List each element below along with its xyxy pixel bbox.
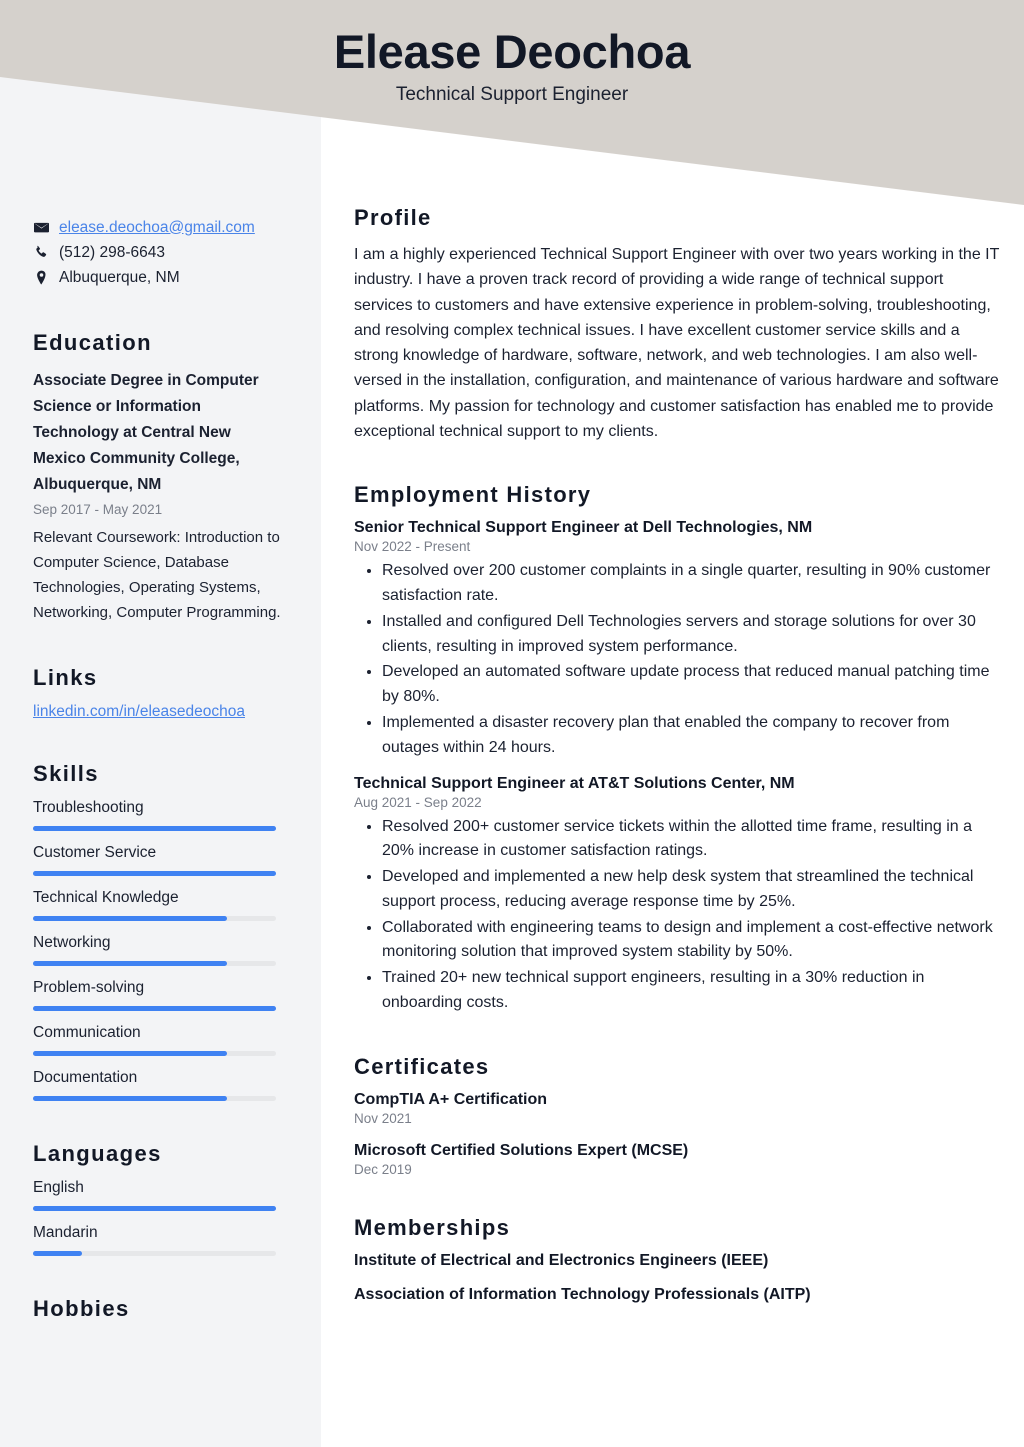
employment-section xyxy=(354,482,1002,1016)
job-bullet: • Developed an automated software update process that reduced manual patching time by 80%. xyxy=(382,660,1002,710)
skill-label: Communication xyxy=(33,1024,141,1042)
job-bullets xyxy=(354,815,1002,1016)
job-bullets xyxy=(354,559,1002,760)
skill-bar-track xyxy=(33,1006,276,1011)
skill-item xyxy=(33,1024,287,1056)
memberships-list xyxy=(354,1252,1002,1304)
education-date: Sep 2017 - May 2021 xyxy=(33,502,163,518)
memberships-heading: Memberships xyxy=(354,1214,511,1240)
certificates-heading: Certificates xyxy=(354,1053,490,1079)
skill-bar-fill xyxy=(33,1006,276,1011)
language-item xyxy=(33,1179,287,1211)
skill-label: Networking xyxy=(33,934,111,952)
job-bullet: • Resolved over 200 customer complaints in a single quarter, resulting in 90% customer satisfaction rate. xyxy=(382,559,1002,609)
jobs-list xyxy=(354,519,1002,1016)
job-bullet: • Implemented a disaster recovery plan that enabled the company to recover from outages within 24 hours. xyxy=(382,711,1002,761)
sidebar xyxy=(0,0,321,1447)
skill-item xyxy=(33,799,287,831)
skill-bar-track xyxy=(33,961,276,966)
skill-bar-fill xyxy=(33,916,227,921)
job-bullet: • Installed and configured Dell Technologies servers and storage solutions for over 30 clients, resulting in improved system performance. xyxy=(382,610,1002,660)
certificate-entry xyxy=(354,1091,1002,1126)
education-description: Relevant Coursework: Introduction to Computer Science, Database Technologies, Operating Systems, Networking, Computer Programming. xyxy=(33,529,281,621)
membership-item: Association of Information Technology Professionals (AITP) xyxy=(354,1285,811,1303)
page-title: Elease Deochoa xyxy=(333,25,691,78)
links-list xyxy=(33,703,287,721)
membership-item: Institute of Electrical and Electronics Engineers (IEEE) xyxy=(354,1251,769,1269)
skill-item xyxy=(33,1069,287,1101)
skill-bar-track xyxy=(33,1096,276,1101)
job-bullet: • Trained 20+ new technical support engineers, resulting in a 30% reduction in onboarding costs. xyxy=(382,966,1002,1016)
language-label: Mandarin xyxy=(33,1224,98,1242)
job-title: Technical Support Engineer at AT&T Solutions Center, NM xyxy=(354,774,795,792)
job-entry xyxy=(354,775,1002,1016)
certificate-entry xyxy=(354,1142,1002,1177)
language-bar-track xyxy=(33,1251,276,1256)
education-degree: Associate Degree in Computer Science or Information Technology at Central New Mexico Community College, Albuquerque, NM xyxy=(33,372,259,494)
job-bullet: • Developed and implemented a new help desk system that streamlined the technical support process, reducing average response time by 25%. xyxy=(382,865,1002,915)
job-title: Senior Technical Support Engineer at Dell Technologies, NM xyxy=(354,519,813,537)
links-heading: Links xyxy=(33,665,98,691)
envelope-icon xyxy=(33,220,49,235)
skills-list xyxy=(33,799,287,1101)
education-entry xyxy=(33,368,287,625)
job-bullet: • Resolved 200+ customer service tickets within the allotted time frame, resulting in a 20% increase in customer satisfaction ratings. xyxy=(382,815,1002,865)
skill-item xyxy=(33,934,287,966)
skill-bar-fill xyxy=(33,1051,227,1056)
skill-label: Technical Knowledge xyxy=(33,889,179,907)
skill-bar-track xyxy=(33,826,276,831)
certificates-section xyxy=(354,1054,1002,1177)
language-label: English xyxy=(33,1179,84,1197)
skill-item xyxy=(33,979,287,1011)
certificate-date: Dec 2019 xyxy=(354,1161,412,1177)
language-bar-fill xyxy=(33,1251,82,1256)
job-date: Aug 2021 - Sep 2022 xyxy=(354,794,482,810)
job-title-subtitle: Technical Support Engineer xyxy=(395,83,629,105)
skill-label: Problem-solving xyxy=(33,979,145,997)
contact-row-email[interactable] xyxy=(33,215,287,240)
skill-bar-track xyxy=(33,871,276,876)
language-item xyxy=(33,1224,287,1256)
profile-text: I am a highly experienced Technical Support Engineer with over two years working in the IT industry. I have a proven track record of providing a wide range of technical support services to customers and have extensive experience in problem-solving, troubleshooting, and resolving complex technical issues. I have excellent customer service skills and a strong knowledge of hardware, software, network, and web technologies. I am also well-versed in the installation, configuration, and maintenance of various hardware and software platforms. My passion for technology and customer satisfaction has enabled me to provide exceptional technical support to my clients. xyxy=(354,246,1000,440)
skill-item xyxy=(33,844,287,876)
job-date: Nov 2022 - Present xyxy=(354,539,471,555)
skill-label: Customer Service xyxy=(33,844,157,862)
job-bullet: • Collaborated with engineering teams to design and implement a cost-effective network monitoring solution that improved system stability by 50%. xyxy=(382,916,1002,966)
skill-bar-fill xyxy=(33,961,227,966)
skill-bar-fill xyxy=(33,871,276,876)
header-text-block xyxy=(0,26,1024,106)
skill-bar-fill xyxy=(33,1096,227,1101)
phone-text: (512) 298-6643 xyxy=(59,243,165,261)
languages-heading: Languages xyxy=(33,1141,162,1167)
contact-list xyxy=(33,215,287,290)
skill-bar-fill xyxy=(33,826,276,831)
contact-row-phone xyxy=(33,240,287,265)
language-bar-track xyxy=(33,1206,276,1211)
skill-label: Documentation xyxy=(33,1069,138,1087)
job-entry xyxy=(354,519,1002,760)
languages-list xyxy=(33,1179,287,1256)
certificate-date: Nov 2021 xyxy=(354,1110,412,1126)
location-pin-icon xyxy=(33,270,49,285)
email-link[interactable]: elease.deochoa@gmail.com xyxy=(59,218,255,236)
skill-item xyxy=(33,889,287,921)
linkedin-link[interactable]: linkedin.com/in/eleasedeochoa xyxy=(33,703,245,721)
profile-heading: Profile xyxy=(354,205,432,230)
language-bar-fill xyxy=(33,1206,276,1211)
certificate-name: CompTIA A+ Certification xyxy=(354,1090,548,1108)
hobbies-heading: Hobbies xyxy=(33,1296,130,1322)
certificates-list xyxy=(354,1091,1002,1177)
education-heading: Education xyxy=(33,330,152,355)
memberships-section xyxy=(354,1215,1002,1304)
skills-heading: Skills xyxy=(33,761,99,787)
location-text: Albuquerque, NM xyxy=(59,268,180,286)
employment-heading: Employment History xyxy=(354,482,592,508)
skill-label: Troubleshooting xyxy=(33,799,144,817)
skill-bar-track xyxy=(33,916,276,921)
certificate-name: Microsoft Certified Solutions Expert (MCSE) xyxy=(354,1141,689,1159)
skill-bar-track xyxy=(33,1051,276,1056)
phone-icon xyxy=(33,245,49,260)
main-content xyxy=(321,0,1024,1447)
contact-row-location xyxy=(33,265,287,290)
